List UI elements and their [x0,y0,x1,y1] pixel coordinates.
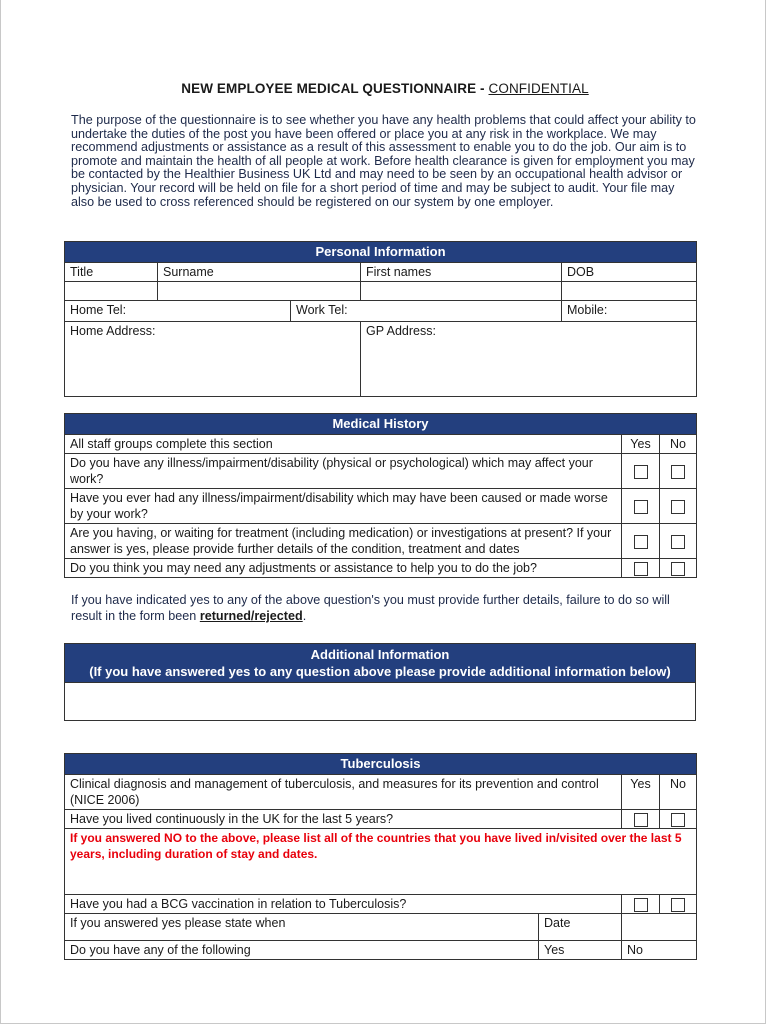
countries-instruction: If you answered NO to the above, please list all of the countries that you have lived in/visited over the last 5 years, including duration of stay and dates. [70,831,682,861]
title-label: Title [65,263,158,282]
no-checkbox[interactable] [671,500,685,514]
yes-column-label: Yes [539,941,622,960]
additional-info-title: Additional Information [310,647,450,662]
table-row [65,810,697,829]
tuberculosis-header: Tuberculosis [65,754,697,775]
gp-address-field[interactable]: GP Address: [361,322,697,397]
confidential-label: CONFIDENTIAL [488,81,589,96]
home-tel-field[interactable]: Home Tel: [65,301,291,322]
no-column-label: No [660,775,697,810]
no-checkbox[interactable] [671,465,685,479]
no-column-label: No [622,941,697,960]
dob-label: DOB [562,263,697,282]
title-text: NEW EMPLOYEE MEDICAL QUESTIONNAIRE - [181,81,489,96]
personal-info-table [64,241,697,397]
table-row [65,489,697,524]
note-text: If you have indicated yes to any of the above question's you must provide further details, failure to do so will result in the form been [71,593,670,623]
home-address-field[interactable]: Home Address: [65,322,361,397]
personal-info-header: Personal Information [65,242,697,263]
no-column-label: No [660,435,697,454]
work-tel-field[interactable]: Work Tel: [291,301,562,322]
surname-label: Surname [158,263,361,282]
medical-history-header: Medical History [65,414,697,435]
returned-rejected-text: returned/rejected [199,609,303,623]
dob-field[interactable] [562,282,697,301]
additional-info-header [65,644,696,683]
intro-paragraph: The purpose of the questionnaire is to see whether you have any health problems that could affect your ability to undertake the duties of the post you have been offered or place you at any risk in the workplace. We may recommend adjustments or assistance as a result of this assessment to enable you to do the job. Our aim is to promote and maintain the health of all people at work. Before health clearance is given for employment you may be contacted by the Healthier Business UK Ltd and may need to be seen by an occupational health advisor or physician. Your record will be held on file for a short period of time and may be subject to audit. Your file may also be used to cross referenced should be registered on our system by one employer. [71,113,696,209]
no-checkbox[interactable] [671,813,685,827]
tb-question-following: Do you have any of the following [65,941,539,960]
no-checkbox[interactable] [671,535,685,549]
table-row [65,454,697,489]
no-checkbox[interactable] [671,562,685,576]
medical-intro: All staff groups complete this section [65,435,622,454]
yes-checkbox[interactable] [634,535,648,549]
document-title [1,81,768,96]
table-row [65,559,697,578]
medical-history-table [64,413,697,578]
table-row [65,524,697,559]
tuberculosis-table [64,753,697,960]
further-details-note [71,592,697,624]
surname-field[interactable] [158,282,361,301]
yes-checkbox[interactable] [634,562,648,576]
date-label: Date [539,914,622,941]
additional-info-field[interactable] [65,683,696,721]
medical-question: Have you ever had any illness/impairment/disability which may have been caused or made worse by your work? [65,489,622,524]
tb-question-when: If you answered yes please state when [65,914,539,941]
yes-column-label: Yes [622,775,660,810]
yes-checkbox[interactable] [634,813,648,827]
countries-field[interactable] [65,829,697,895]
tb-question-uk: Have you lived continuously in the UK for the last 5 years? [65,810,622,829]
yes-column-label: Yes [622,435,660,454]
first-names-field[interactable] [361,282,562,301]
mobile-field[interactable]: Mobile: [562,301,697,322]
yes-checkbox[interactable] [634,465,648,479]
yes-checkbox[interactable] [634,500,648,514]
note-end: . [302,609,307,623]
title-field[interactable] [65,282,158,301]
tb-intro: Clinical diagnosis and management of tuberculosis, and measures for its prevention and control (NICE 2006) [65,775,622,810]
tb-question-bcg: Have you had a BCG vaccination in relation to Tuberculosis? [65,895,622,914]
table-row [65,895,697,914]
medical-question: Do you have any illness/impairment/disability (physical or psychological) which may affect your work? [65,454,622,489]
no-checkbox[interactable] [671,898,685,912]
yes-checkbox[interactable] [634,898,648,912]
additional-info-subtitle: (If you have answered yes to any question above please provide additional information below) [89,664,671,679]
additional-info-table [64,643,696,721]
first-names-label: First names [361,263,562,282]
date-field[interactable] [622,914,697,941]
medical-question: Do you think you may need any adjustments or assistance to help you to do the job? [65,559,622,578]
medical-question: Are you having, or waiting for treatment (including medication) or investigations at present? If your answer is yes, please provide further details of the condition, treatment and dates [65,524,622,559]
